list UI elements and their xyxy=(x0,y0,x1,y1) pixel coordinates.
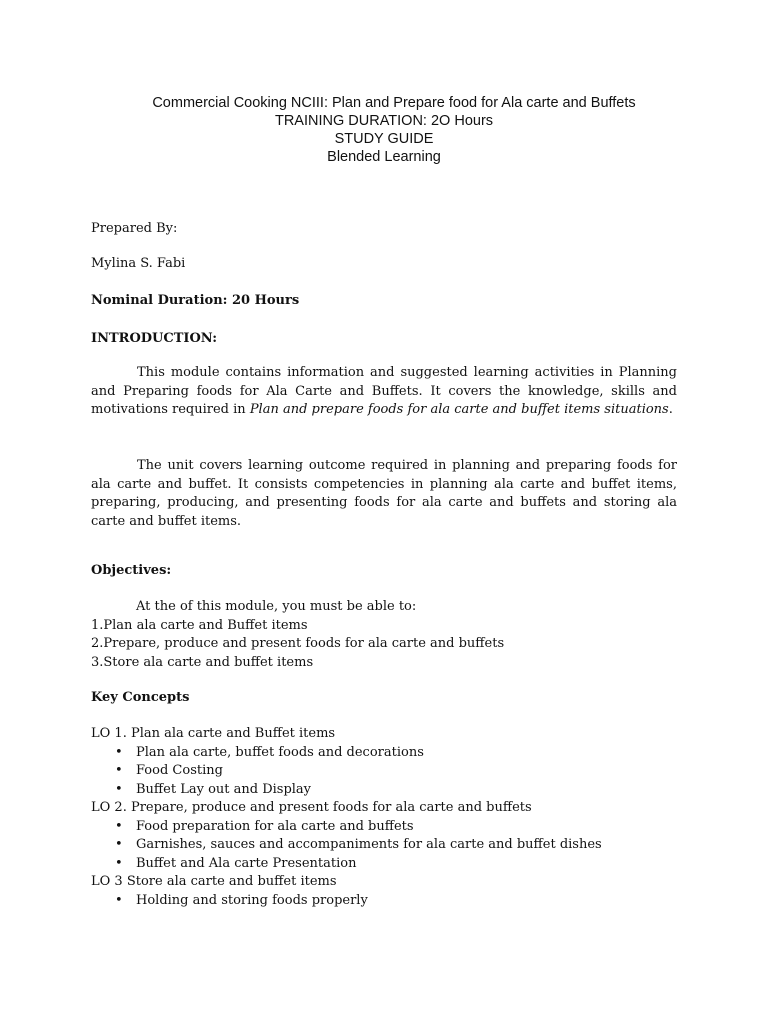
introduction-paragraph-2: The unit covers learning outcome required in planning and preparing foods for ala carte and buffet. It consists competencies in planning ala carte and buffet items, preparing, producing, and presenting foods for ala carte and buffets and storing ala carte and buffet items. xyxy=(91,458,677,529)
objectives-intro: At the of this module, you must be able to: xyxy=(136,599,417,614)
introduction-heading: INTRODUCTION: xyxy=(91,331,218,346)
document-header xyxy=(0,94,768,166)
intro-p1-italic: Plan and prepare foods for ala carte and buffet items situations xyxy=(249,402,669,417)
lo2-title: LO 2. Prepare, produce and present foods for ala carte and buffets xyxy=(91,800,532,815)
list-item: • Garnishes, sauces and accompaniments for ala carte and buffet dishes xyxy=(136,836,691,855)
list-item: • Plan ala carte, buffet foods and decorations xyxy=(136,744,691,763)
objective-item: 3.Store ala carte and buffet items xyxy=(91,654,314,670)
list-item: • Buffet and Ala carte Presentation xyxy=(136,855,691,874)
lo3-title: LO 3 Store ala carte and buffet items xyxy=(91,874,337,889)
intro-p1-text: This module contains information and suggested learning activities in Planning and Preparing foods for Ala Carte and Buffets. It covers the knowledge, skills and motivations required in xyxy=(91,365,677,417)
list-item: • Holding and storing foods properly xyxy=(136,892,691,911)
introduction-paragraph-1 xyxy=(91,364,677,420)
intro-p1-end: . xyxy=(668,402,673,417)
list-item: • Food preparation for ala carte and buffets xyxy=(136,818,691,837)
lo2-items xyxy=(91,818,691,874)
blended-learning-label: Blended Learning xyxy=(327,149,441,165)
objectives-list xyxy=(91,598,691,672)
lo3-items xyxy=(91,892,691,911)
objective-item: 1.Plan ala carte and Buffet items xyxy=(91,617,308,633)
key-concepts-heading: Key Concepts xyxy=(91,690,190,705)
nominal-duration: Nominal Duration: 20 Hours xyxy=(91,293,300,308)
author-name: Mylina S. Fabi xyxy=(91,256,186,271)
key-concepts-list xyxy=(91,725,691,910)
lo1-title: LO 1. Plan ala carte and Buffet items xyxy=(91,726,336,741)
lo1-items xyxy=(91,744,691,800)
study-guide-label: STUDY GUIDE xyxy=(334,131,434,147)
prepared-by-label: Prepared By: xyxy=(91,221,178,236)
training-duration: TRAINING DURATION: 2O Hours xyxy=(274,113,494,129)
course-title: Commercial Cooking NCIII: Plan and Prepare food for Ala carte and Buffets xyxy=(152,95,636,111)
list-item: • Buffet Lay out and Display xyxy=(136,781,691,800)
list-item: • Food Costing xyxy=(136,762,691,781)
objective-item: 2.Prepare, produce and present foods for ala carte and buffets xyxy=(91,636,505,651)
objectives-heading: Objectives: xyxy=(91,563,172,578)
